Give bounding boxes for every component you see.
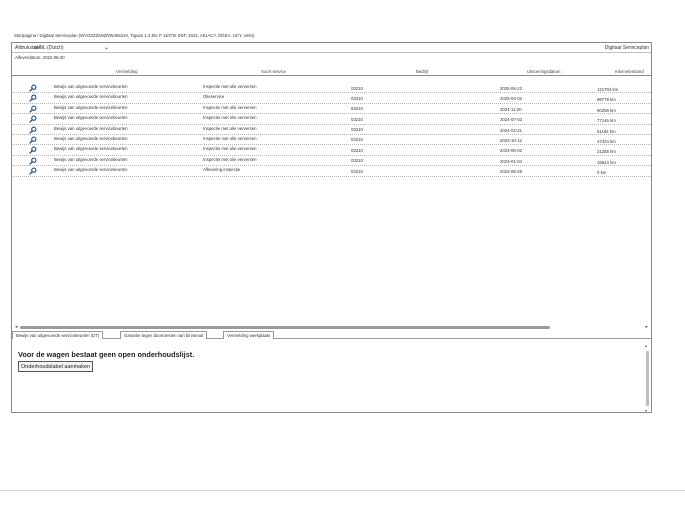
mileage: 31268 km bbox=[597, 149, 616, 155]
mileage: 77146 km bbox=[597, 118, 616, 124]
column-header-km[interactable]: Kilometerstand bbox=[615, 69, 644, 74]
company-number: 03210 bbox=[351, 158, 363, 164]
table-row[interactable] bbox=[12, 135, 651, 145]
mileage: 98778 km bbox=[597, 97, 616, 103]
execution-date: 2023-01-04 bbox=[500, 158, 522, 164]
service-description: Bewijs van uitgevoerde servicebeurten bbox=[54, 104, 128, 110]
execution-date: 2023-10-12 bbox=[500, 137, 522, 143]
service-type: Inspectie met olie verversen bbox=[203, 146, 257, 152]
column-header-date[interactable]: Uitvoeringsdatum bbox=[527, 69, 561, 74]
service-description: Bewijs van uitgevoerde servicebeurten bbox=[54, 115, 128, 121]
magnifier-icon[interactable] bbox=[29, 146, 37, 154]
top-bar bbox=[12, 43, 651, 53]
language-select[interactable]: nl-NL (Dutch) bbox=[34, 45, 64, 51]
tab-service-proof[interactable]: Bewijs van uitgevoerde servicebeurten (DT) bbox=[12, 331, 103, 339]
table-row[interactable] bbox=[12, 83, 651, 93]
execution-date: 2023-06-02 bbox=[500, 148, 522, 154]
mileage: 47434 km bbox=[597, 138, 616, 144]
service-description: Bewijs van uitgevoerde servicebeurten bbox=[54, 167, 128, 173]
magnifier-icon[interactable] bbox=[29, 126, 37, 134]
company-number: 03210 bbox=[351, 137, 363, 143]
execution-date: 2025-04-02 bbox=[500, 96, 522, 102]
breadcrumb[interactable]: Startpagina / Digitaal Serviceplan (WVGZZZ5NZNW465234, Tiguan 1,4 Ele P 110TSI DSF, 2022, A51ACY, DGEA, UCY, smtn) bbox=[14, 33, 255, 38]
service-type: Inspectie met olie verversen bbox=[203, 104, 257, 110]
chevron-down-icon[interactable]: ⌄ bbox=[104, 45, 110, 51]
company-number: 03210 bbox=[351, 106, 363, 112]
service-type: Inspectie met olie verversen bbox=[203, 125, 257, 131]
no-open-maintenance-message: Voor de wagen bestaat geen open onderhoudslijst. bbox=[18, 350, 195, 359]
service-description: Bewijs van uitgevoerde servicebeurten bbox=[54, 135, 128, 141]
execution-date: 2024-02-21 bbox=[500, 127, 522, 133]
triangle-down-icon[interactable]: ▾ bbox=[645, 408, 648, 413]
company-number: 03210 bbox=[351, 116, 363, 122]
table-row[interactable] bbox=[12, 145, 651, 155]
triangle-up-icon[interactable]: ▴ bbox=[645, 343, 648, 348]
magnifier-icon[interactable] bbox=[29, 84, 37, 92]
column-header-company[interactable]: Bedrijf bbox=[416, 69, 429, 74]
table-row[interactable] bbox=[12, 125, 651, 135]
service-type: Aflevering inspectie bbox=[203, 167, 241, 173]
service-table-body bbox=[12, 83, 651, 177]
service-type: Inspectie met olie verversen bbox=[203, 84, 257, 89]
table-row[interactable] bbox=[12, 93, 651, 103]
company-number: 03210 bbox=[351, 168, 363, 174]
company-number: 03210 bbox=[351, 127, 363, 133]
triangle-right-icon[interactable]: ▸ bbox=[645, 324, 648, 330]
table-row[interactable] bbox=[12, 166, 651, 176]
magnifier-icon[interactable] bbox=[29, 115, 37, 123]
mileage: 90256 km bbox=[597, 107, 616, 113]
table-row[interactable] bbox=[12, 114, 651, 124]
company-number: 03210 bbox=[351, 147, 363, 153]
magnifier-icon[interactable] bbox=[29, 94, 37, 102]
delivery-date: Afleverdatum: 2022-08-30 bbox=[15, 55, 65, 60]
service-type: Inspectie met olie verversen bbox=[203, 135, 257, 141]
company-number: 03210 bbox=[351, 95, 363, 101]
execution-date: 2024-11-20 bbox=[500, 106, 522, 112]
column-header-description[interactable]: Vermelding bbox=[116, 69, 138, 74]
column-header-order[interactable]: Soort service bbox=[261, 69, 287, 74]
tab-workshop-notes[interactable]: Vermelding werkplaats bbox=[223, 331, 274, 339]
table-row[interactable] bbox=[12, 156, 651, 166]
horizontal-scroll-thumb[interactable] bbox=[20, 326, 550, 329]
tab-corrosion-warranty[interactable]: Garantie tegen doorroesten van binnenuit bbox=[120, 331, 207, 339]
magnifier-icon[interactable] bbox=[29, 105, 37, 113]
service-description: Bewijs van uitgevoerde servicebeurten bbox=[54, 156, 128, 162]
table-row[interactable] bbox=[12, 104, 651, 114]
language-label: Afdrukstaal: bbox=[15, 45, 42, 51]
service-description: Bewijs van uitgevoerde servicebeurten bbox=[54, 94, 128, 100]
service-plan-panel bbox=[11, 42, 652, 413]
page-divider bbox=[0, 490, 685, 491]
service-description: Bewijs van uitgevoerde servicebeurten bbox=[54, 146, 128, 152]
service-type: Inspectie met olie verversen bbox=[203, 115, 257, 121]
table-header bbox=[12, 66, 651, 76]
execution-date: 2025-06-23 bbox=[500, 86, 522, 91]
execution-date: 2024-07-03 bbox=[500, 117, 522, 123]
service-description: Bewijs van uitgevoerde servicebeurten bbox=[54, 125, 128, 131]
magnifier-icon[interactable] bbox=[29, 136, 37, 144]
vertical-scroll-thumb[interactable] bbox=[646, 351, 649, 406]
mileage: 121703 km bbox=[597, 87, 619, 92]
vertical-scrollbar[interactable] bbox=[645, 343, 651, 413]
service-type: Olieservice bbox=[203, 94, 225, 100]
tab-bar bbox=[12, 330, 651, 339]
mileage: 61194 km bbox=[597, 128, 616, 134]
mileage: 0 km bbox=[597, 170, 607, 176]
service-description: Bewijs van uitgevoerde servicebeurten bbox=[54, 84, 128, 89]
triangle-left-icon[interactable]: ◂ bbox=[15, 324, 18, 330]
company-number: 03210 bbox=[351, 85, 363, 91]
magnifier-icon[interactable] bbox=[29, 157, 37, 165]
execution-date: 2022-08-29 bbox=[500, 169, 522, 175]
create-maintenance-label-button[interactable]: Onderhoudslabel aanmaken bbox=[18, 361, 93, 372]
mileage: 15543 km bbox=[597, 159, 616, 165]
magnifier-icon[interactable] bbox=[29, 167, 37, 175]
module-title: Digitaal Serviceplan bbox=[604, 45, 649, 51]
service-type: Inspectie met olie verversen bbox=[203, 156, 257, 162]
